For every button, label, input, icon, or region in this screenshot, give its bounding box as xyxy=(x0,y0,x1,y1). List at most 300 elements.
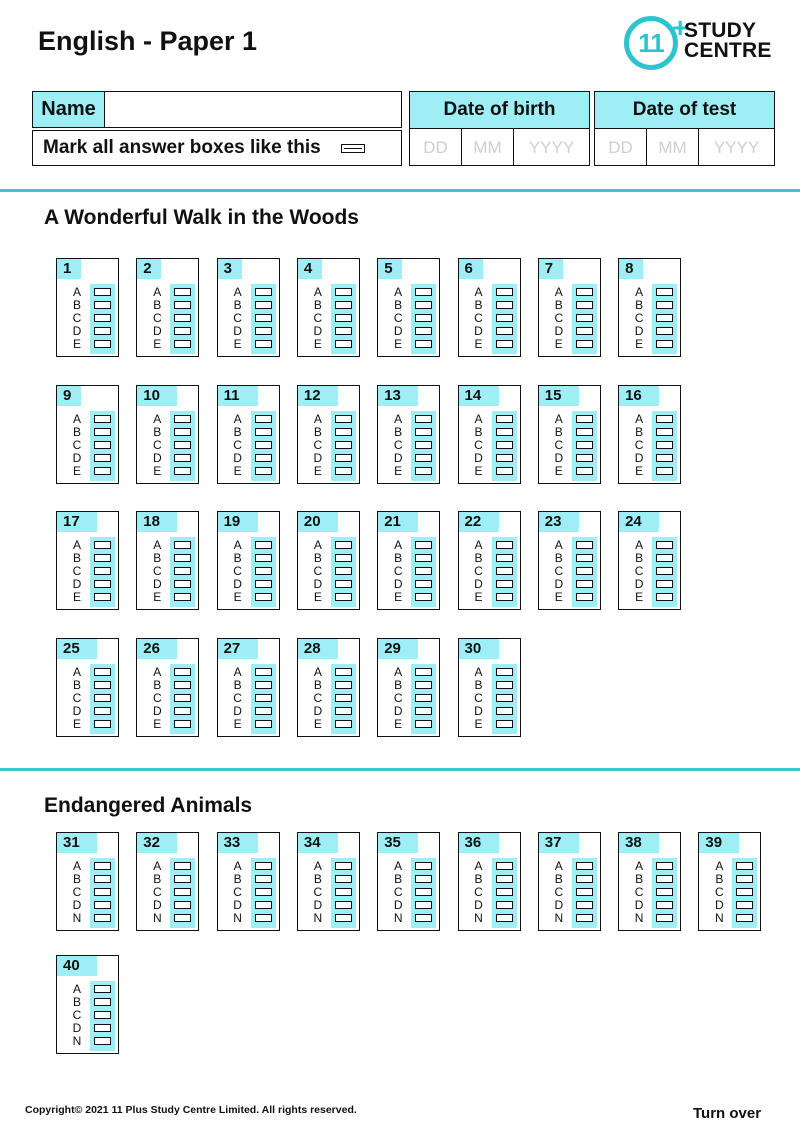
answer-bubble-26-d[interactable] xyxy=(174,707,191,715)
option-letter: C xyxy=(715,885,724,899)
answer-bubble-20-d[interactable] xyxy=(335,580,352,588)
answer-bubble-21-e[interactable] xyxy=(415,593,432,601)
answer-bubble-2-c[interactable] xyxy=(174,314,191,322)
answer-bubble-30-b[interactable] xyxy=(496,681,513,689)
option-letter: C xyxy=(474,690,483,705)
answer-bubble-7-e[interactable] xyxy=(576,340,593,348)
answer-bubble-26-b[interactable] xyxy=(174,681,191,689)
answer-bubble-31-n[interactable] xyxy=(94,914,111,922)
answer-bubble-29-d[interactable] xyxy=(415,707,432,715)
answer-bubble-32-n[interactable] xyxy=(174,914,191,922)
answer-bubble-4-e[interactable] xyxy=(335,340,352,348)
answer-bubble-28-e[interactable] xyxy=(335,720,352,728)
answer-bubble-37-d[interactable] xyxy=(576,901,593,909)
answer-bubble-35-n[interactable] xyxy=(415,914,432,922)
answer-bubble-26-e[interactable] xyxy=(174,720,191,728)
answer-bubble-9-a[interactable] xyxy=(94,415,111,423)
answer-bubble-15-c[interactable] xyxy=(576,441,593,449)
option-letters xyxy=(70,666,84,731)
answer-bubble-24-c[interactable] xyxy=(656,567,673,575)
answer-bubble-11-c[interactable] xyxy=(255,441,272,449)
answer-bubble-11-e[interactable] xyxy=(255,467,272,475)
answer-bubble-6-a[interactable] xyxy=(496,288,513,296)
answer-bubble-5-b[interactable] xyxy=(415,301,432,309)
answer-bubble-7-b[interactable] xyxy=(576,301,593,309)
option-letter: C xyxy=(554,564,564,578)
answer-bubble-29-c[interactable] xyxy=(415,694,432,702)
answer-bubble-15-b[interactable] xyxy=(576,428,593,436)
answer-bubble-13-b[interactable] xyxy=(415,428,432,436)
answer-bubble-20-a[interactable] xyxy=(335,541,352,549)
option-letter: B xyxy=(153,551,162,565)
option-letter: D xyxy=(474,450,483,465)
answer-bubble-5-e[interactable] xyxy=(415,340,432,348)
question-30-answer-box xyxy=(458,638,521,737)
answer-bubble-10-d[interactable] xyxy=(174,454,191,462)
answer-bubble-15-a[interactable] xyxy=(576,415,593,423)
option-letter: B xyxy=(72,424,81,439)
answer-bubble-28-a[interactable] xyxy=(335,668,352,676)
option-letter: B xyxy=(153,677,162,692)
option-letter: D xyxy=(554,577,564,591)
answer-bubble-22-b[interactable] xyxy=(496,554,513,562)
answer-bubble-10-c[interactable] xyxy=(174,441,191,449)
option-letter: C xyxy=(233,564,242,578)
answer-bubble-3-e[interactable] xyxy=(255,340,272,348)
answer-bubble-6-c[interactable] xyxy=(496,314,513,322)
option-letters xyxy=(70,983,84,1048)
option-letter: A xyxy=(233,411,242,426)
answer-bubble-1-c[interactable] xyxy=(94,314,111,322)
section-title-animals: Endangered Animals xyxy=(44,794,253,817)
answer-bubble-37-n[interactable] xyxy=(576,914,593,922)
answer-bubble-2-a[interactable] xyxy=(174,288,191,296)
answer-bubble-2-d[interactable] xyxy=(174,327,191,335)
option-letter: D xyxy=(474,577,483,591)
option-letter: B xyxy=(394,872,403,886)
option-letter: C xyxy=(72,311,82,325)
answer-bubble-9-b[interactable] xyxy=(94,428,111,436)
answer-bubble-2-b[interactable] xyxy=(174,301,191,309)
answer-bubble-21-b[interactable] xyxy=(415,554,432,562)
option-letters xyxy=(391,286,405,351)
option-letter: E xyxy=(474,590,483,604)
answer-bubble-15-e[interactable] xyxy=(576,467,593,475)
answer-bubble-27-c[interactable] xyxy=(255,694,272,702)
answer-bubble-16-d[interactable] xyxy=(656,454,673,462)
answer-bubble-4-c[interactable] xyxy=(335,314,352,322)
option-letter: C xyxy=(554,437,564,452)
answer-bubble-13-a[interactable] xyxy=(415,415,432,423)
option-letter: A xyxy=(153,538,162,552)
answer-bubble-1-b[interactable] xyxy=(94,301,111,309)
answer-bubble-30-e[interactable] xyxy=(496,720,513,728)
logo-badge: 11 xyxy=(624,16,678,70)
answer-bubble-38-d[interactable] xyxy=(656,901,673,909)
question-number: 15 xyxy=(539,386,579,406)
answer-bubble-5-d[interactable] xyxy=(415,327,432,335)
answer-bubble-18-a[interactable] xyxy=(174,541,191,549)
answer-bubble-6-b[interactable] xyxy=(496,301,513,309)
answer-bubble-24-e[interactable] xyxy=(656,593,673,601)
answer-bubble-33-n[interactable] xyxy=(255,914,272,922)
answer-bubble-21-d[interactable] xyxy=(415,580,432,588)
option-letter: C xyxy=(72,1008,82,1022)
answer-bubble-10-b[interactable] xyxy=(174,428,191,436)
option-letter: D xyxy=(474,324,483,338)
answer-bubble-35-c[interactable] xyxy=(415,888,432,896)
option-letter: B xyxy=(554,298,563,312)
option-letters xyxy=(231,860,245,925)
option-letter: D xyxy=(72,703,82,718)
answer-bubble-1-e[interactable] xyxy=(94,340,111,348)
option-letter: D xyxy=(715,898,724,912)
question-38-answer-box xyxy=(618,832,681,931)
option-letters xyxy=(632,413,646,478)
answer-bubble-23-e[interactable] xyxy=(576,593,593,601)
answer-bubble-23-d[interactable] xyxy=(576,580,593,588)
date-of-birth-box xyxy=(409,91,590,166)
answer-bubble-17-d[interactable] xyxy=(94,580,111,588)
answer-bubble-12-d[interactable] xyxy=(335,454,352,462)
option-letter: A xyxy=(635,285,644,299)
option-letter: A xyxy=(233,285,242,299)
answer-bubble-24-d[interactable] xyxy=(656,580,673,588)
question-16-answer-box xyxy=(618,385,681,484)
option-letter: A xyxy=(313,538,322,552)
answer-bubble-16-b[interactable] xyxy=(656,428,673,436)
answer-bubble-8-d[interactable] xyxy=(656,327,673,335)
answer-bubble-12-a[interactable] xyxy=(335,415,352,423)
logo-line-1: STUDY xyxy=(684,19,757,42)
option-letter: E xyxy=(72,716,81,731)
option-letter: C xyxy=(72,437,82,452)
option-letters xyxy=(552,413,566,478)
option-letter: D xyxy=(554,450,564,465)
answer-bubble-27-a[interactable] xyxy=(255,668,272,676)
name-field[interactable] xyxy=(32,91,402,128)
answer-bubble-25-a[interactable] xyxy=(94,668,111,676)
answer-bubble-22-d[interactable] xyxy=(496,580,513,588)
answer-bubble-23-b[interactable] xyxy=(576,554,593,562)
question-number: 4 xyxy=(298,259,322,279)
answer-bubble-14-a[interactable] xyxy=(496,415,513,423)
answer-bubble-8-e[interactable] xyxy=(656,340,673,348)
answer-bubble-21-c[interactable] xyxy=(415,567,432,575)
answer-bubble-15-d[interactable] xyxy=(576,454,593,462)
answer-bubble-18-b[interactable] xyxy=(174,554,191,562)
answer-bubble-36-c[interactable] xyxy=(496,888,513,896)
answer-bubble-28-b[interactable] xyxy=(335,681,352,689)
answer-bubble-39-n[interactable] xyxy=(736,914,753,922)
answer-bubble-29-a[interactable] xyxy=(415,668,432,676)
answer-bubble-22-e[interactable] xyxy=(496,593,513,601)
option-letter: N xyxy=(72,1034,82,1048)
answer-bubble-34-n[interactable] xyxy=(335,914,352,922)
answer-bubble-25-b[interactable] xyxy=(94,681,111,689)
answer-bubble-9-c[interactable] xyxy=(94,441,111,449)
answer-bubble-20-b[interactable] xyxy=(335,554,352,562)
question-29-answer-box xyxy=(377,638,440,737)
answer-bubble-22-a[interactable] xyxy=(496,541,513,549)
dob-month-field[interactable]: MM xyxy=(462,129,514,166)
answer-bubble-28-c[interactable] xyxy=(335,694,352,702)
answer-bubble-6-e[interactable] xyxy=(496,340,513,348)
answer-bubble-36-n[interactable] xyxy=(496,914,513,922)
question-26-answer-box xyxy=(136,638,199,737)
answer-bubble-14-b[interactable] xyxy=(496,428,513,436)
page-title: English - Paper 1 xyxy=(38,26,258,56)
question-17-answer-box xyxy=(56,511,119,610)
answer-bubble-11-d[interactable] xyxy=(255,454,272,462)
answer-bubble-10-e[interactable] xyxy=(174,467,191,475)
option-letter: D xyxy=(313,324,323,338)
answer-bubble-4-d[interactable] xyxy=(335,327,352,335)
option-letter: D xyxy=(233,324,242,338)
answer-bubble-24-a[interactable] xyxy=(656,541,673,549)
answer-bubble-17-c[interactable] xyxy=(94,567,111,575)
answer-bubble-14-c[interactable] xyxy=(496,441,513,449)
answer-bubble-11-a[interactable] xyxy=(255,415,272,423)
test-day-field[interactable]: DD xyxy=(595,129,647,166)
answer-bubble-35-b[interactable] xyxy=(415,875,432,883)
option-letter: C xyxy=(634,885,644,899)
option-letters xyxy=(712,860,726,925)
answer-bubble-32-b[interactable] xyxy=(174,875,191,883)
answer-bubble-8-a[interactable] xyxy=(656,288,673,296)
option-letters xyxy=(632,286,646,351)
answer-bubble-3-c[interactable] xyxy=(255,314,272,322)
answer-bubble-18-e[interactable] xyxy=(174,593,191,601)
option-letter: D xyxy=(233,898,242,912)
answer-bubble-35-a[interactable] xyxy=(415,862,432,870)
option-letter: A xyxy=(153,859,162,873)
answer-bubble-33-c[interactable] xyxy=(255,888,272,896)
answer-bubble-34-d[interactable] xyxy=(335,901,352,909)
answer-bubble-23-a[interactable] xyxy=(576,541,593,549)
answer-bubble-26-c[interactable] xyxy=(174,694,191,702)
answer-bubble-12-e[interactable] xyxy=(335,467,352,475)
answer-bubble-39-d[interactable] xyxy=(736,901,753,909)
option-letter: N xyxy=(152,911,162,925)
option-letter: E xyxy=(153,590,162,604)
answer-bubble-8-c[interactable] xyxy=(656,314,673,322)
answer-bubble-6-d[interactable] xyxy=(496,327,513,335)
answer-bubble-16-a[interactable] xyxy=(656,415,673,423)
answer-bubble-40-c[interactable] xyxy=(94,1011,111,1019)
answer-bubble-31-a[interactable] xyxy=(94,862,111,870)
question-1-answer-box xyxy=(56,258,119,357)
answer-bubble-40-n[interactable] xyxy=(94,1037,111,1045)
answer-bubble-20-e[interactable] xyxy=(335,593,352,601)
answer-bubble-40-d[interactable] xyxy=(94,1024,111,1032)
answer-bubble-3-d[interactable] xyxy=(255,327,272,335)
option-letter: D xyxy=(393,898,403,912)
option-letter: B xyxy=(635,424,644,439)
answer-bubble-5-c[interactable] xyxy=(415,314,432,322)
answer-bubble-25-d[interactable] xyxy=(94,707,111,715)
option-letter: E xyxy=(474,463,483,478)
answer-bubble-20-c[interactable] xyxy=(335,567,352,575)
answer-bubble-19-e[interactable] xyxy=(255,593,272,601)
question-35-answer-box xyxy=(377,832,440,931)
answer-bubble-22-c[interactable] xyxy=(496,567,513,575)
option-letter: D xyxy=(634,324,644,338)
answer-bubble-14-e[interactable] xyxy=(496,467,513,475)
answer-bubble-31-c[interactable] xyxy=(94,888,111,896)
answer-bubble-11-b[interactable] xyxy=(255,428,272,436)
question-number: 20 xyxy=(298,512,338,532)
answer-bubble-16-c[interactable] xyxy=(656,441,673,449)
answer-bubble-4-b[interactable] xyxy=(335,301,352,309)
answer-bubble-32-c[interactable] xyxy=(174,888,191,896)
answer-bubble-27-d[interactable] xyxy=(255,707,272,715)
option-letter: B xyxy=(474,424,483,439)
option-letter: D xyxy=(72,577,82,591)
answer-bubble-8-b[interactable] xyxy=(656,301,673,309)
answer-bubble-18-d[interactable] xyxy=(174,580,191,588)
answer-bubble-19-d[interactable] xyxy=(255,580,272,588)
option-letter: E xyxy=(394,337,403,351)
dob-day-field[interactable]: DD xyxy=(410,129,462,166)
answer-bubble-37-c[interactable] xyxy=(576,888,593,896)
answer-bubble-39-b[interactable] xyxy=(736,875,753,883)
answer-bubble-34-a[interactable] xyxy=(335,862,352,870)
answer-bubble-34-c[interactable] xyxy=(335,888,352,896)
question-number: 12 xyxy=(298,386,338,406)
answer-bubble-19-a[interactable] xyxy=(255,541,272,549)
option-letters xyxy=(150,860,164,925)
answer-bubble-39-c[interactable] xyxy=(736,888,753,896)
answer-bubble-14-d[interactable] xyxy=(496,454,513,462)
answer-bubble-30-c[interactable] xyxy=(496,694,513,702)
answer-bubble-1-d[interactable] xyxy=(94,327,111,335)
option-letter: C xyxy=(634,311,644,325)
answer-bubble-16-e[interactable] xyxy=(656,467,673,475)
answer-bubble-25-e[interactable] xyxy=(94,720,111,728)
answer-bubble-24-b[interactable] xyxy=(656,554,673,562)
answer-bubble-25-c[interactable] xyxy=(94,694,111,702)
option-letter: B xyxy=(474,872,483,886)
answer-bubble-38-c[interactable] xyxy=(656,888,673,896)
answer-bubble-7-c[interactable] xyxy=(576,314,593,322)
option-letters xyxy=(552,860,566,925)
answer-bubble-13-e[interactable] xyxy=(415,467,432,475)
answer-bubble-7-d[interactable] xyxy=(576,327,593,335)
answer-bubble-2-e[interactable] xyxy=(174,340,191,348)
answer-bubble-3-a[interactable] xyxy=(255,288,272,296)
answer-bubble-13-c[interactable] xyxy=(415,441,432,449)
question-number: 40 xyxy=(57,956,97,976)
answer-bubble-38-b[interactable] xyxy=(656,875,673,883)
answer-bubble-38-n[interactable] xyxy=(656,914,673,922)
option-letter: E xyxy=(394,590,403,604)
answer-bubble-33-b[interactable] xyxy=(255,875,272,883)
answer-bubble-37-b[interactable] xyxy=(576,875,593,883)
option-letter: E xyxy=(233,590,242,604)
answer-bubble-12-b[interactable] xyxy=(335,428,352,436)
option-letter: E xyxy=(635,463,644,478)
answer-bubble-17-b[interactable] xyxy=(94,554,111,562)
answer-bubble-29-e[interactable] xyxy=(415,720,432,728)
answer-bubble-1-a[interactable] xyxy=(94,288,111,296)
option-letter: E xyxy=(554,590,563,604)
answer-bubble-21-a[interactable] xyxy=(415,541,432,549)
answer-bubble-31-b[interactable] xyxy=(94,875,111,883)
answer-bubble-17-e[interactable] xyxy=(94,593,111,601)
answer-bubble-36-a[interactable] xyxy=(496,862,513,870)
test-month-field[interactable]: MM xyxy=(647,129,699,166)
answer-bubble-7-a[interactable] xyxy=(576,288,593,296)
answer-bubble-33-a[interactable] xyxy=(255,862,272,870)
answer-bubble-5-a[interactable] xyxy=(415,288,432,296)
answer-bubble-36-d[interactable] xyxy=(496,901,513,909)
answer-bubble-10-a[interactable] xyxy=(174,415,191,423)
option-letter: C xyxy=(313,885,323,899)
answer-bubble-40-a[interactable] xyxy=(94,985,111,993)
option-letter: D xyxy=(152,577,162,591)
option-letter: D xyxy=(152,703,162,718)
answer-bubble-9-e[interactable] xyxy=(94,467,111,475)
answer-bubble-19-c[interactable] xyxy=(255,567,272,575)
option-letter: N xyxy=(393,911,403,925)
answer-bubble-26-a[interactable] xyxy=(174,668,191,676)
answer-bubble-31-d[interactable] xyxy=(94,901,111,909)
answer-bubble-9-d[interactable] xyxy=(94,454,111,462)
answer-bubble-27-b[interactable] xyxy=(255,681,272,689)
option-letters xyxy=(391,539,405,604)
answer-bubble-18-c[interactable] xyxy=(174,567,191,575)
answer-bubble-12-c[interactable] xyxy=(335,441,352,449)
option-letter: A xyxy=(72,285,81,299)
answer-bubble-32-a[interactable] xyxy=(174,862,191,870)
option-letter: C xyxy=(233,885,242,899)
option-letter: A xyxy=(313,664,322,679)
question-5-answer-box xyxy=(377,258,440,357)
question-number: 36 xyxy=(459,833,499,853)
answer-bubble-4-a[interactable] xyxy=(335,288,352,296)
answer-bubble-33-d[interactable] xyxy=(255,901,272,909)
answer-bubble-28-d[interactable] xyxy=(335,707,352,715)
answer-bubble-38-a[interactable] xyxy=(656,862,673,870)
option-letter: B xyxy=(635,298,644,312)
answer-bubble-32-d[interactable] xyxy=(174,901,191,909)
answer-bubble-40-b[interactable] xyxy=(94,998,111,1006)
answer-bubble-35-d[interactable] xyxy=(415,901,432,909)
answer-bubble-13-d[interactable] xyxy=(415,454,432,462)
answer-bubble-30-d[interactable] xyxy=(496,707,513,715)
answer-bubble-29-b[interactable] xyxy=(415,681,432,689)
option-letters xyxy=(472,539,486,604)
answer-bubble-19-b[interactable] xyxy=(255,554,272,562)
answer-bubble-17-a[interactable] xyxy=(94,541,111,549)
answer-bubble-30-a[interactable] xyxy=(496,668,513,676)
answer-bubble-3-b[interactable] xyxy=(255,301,272,309)
option-letter: B xyxy=(313,872,322,886)
answer-bubble-23-c[interactable] xyxy=(576,567,593,575)
test-year-field[interactable]: YYYY xyxy=(713,137,760,157)
option-letter: B xyxy=(313,424,322,439)
answer-bubble-34-b[interactable] xyxy=(335,875,352,883)
answer-bubble-39-a[interactable] xyxy=(736,862,753,870)
option-letters xyxy=(311,539,325,604)
option-letter: C xyxy=(152,311,162,325)
answer-bubble-37-a[interactable] xyxy=(576,862,593,870)
answer-bubble-36-b[interactable] xyxy=(496,875,513,883)
answer-bubble-27-e[interactable] xyxy=(255,720,272,728)
dob-year-field[interactable]: YYYY xyxy=(528,137,575,157)
option-letter: C xyxy=(393,437,403,452)
